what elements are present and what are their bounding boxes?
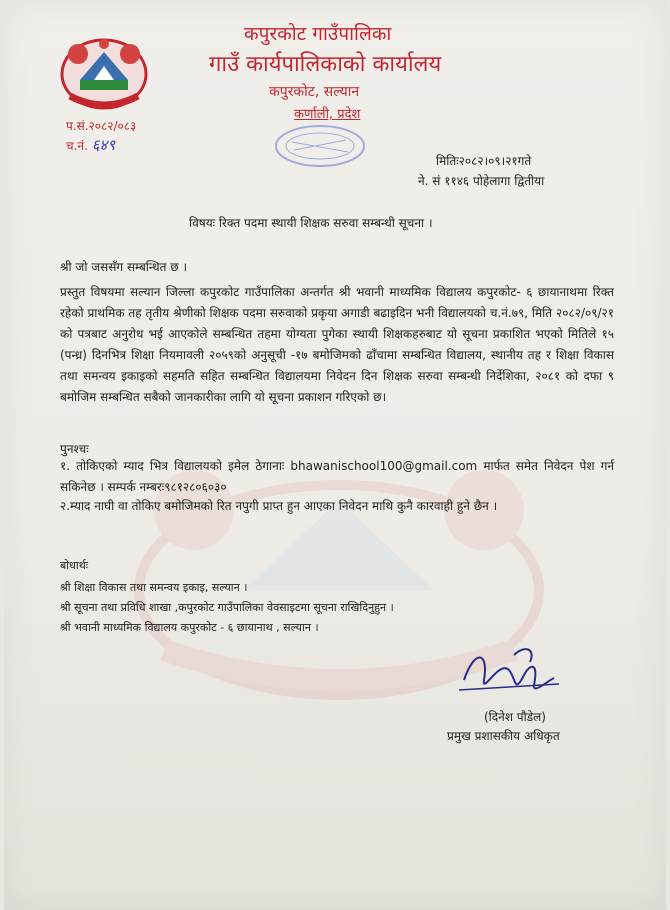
dispatch-number-value: ६४९: [91, 136, 116, 154]
dispatch-number: [66, 135, 115, 155]
cc-item: श्री शिक्षा विकास तथा समन्वय इकाइ, सल्यान ।: [60, 581, 248, 594]
cc-label: बोधार्थः: [60, 559, 88, 572]
office-name: गाउँ कार्यपालिकाको कार्यालय: [209, 52, 442, 77]
nepal-emblem-icon: [58, 32, 150, 112]
notice-body: प्रस्तुत विषयमा सल्यान जिल्ला कपुरकोट गाउँपालिका अन्तर्गत श्री भवानी माध्यमिक विद्यालय कपुरकोट- ६ छायानाथमा रिक्त रहेको प्राथमिक तह तृतीय श्रेणीको शिक्षक पदमा सरुवाको प्रकृया अगाडी बढाइदिन भनी विद्यालयको च.नं.७९, मिति २०८२/०९/२१ को पत्रबाट अनुरोध भई आएकोले सम्बन्धित तहमा योग्यता पुगेका स्थायी शिक्षकहरुबाट यो सूचना प्रकाशित भएको मितिले १५ (पन्ध्र) दिनभित्र शिक्षा नियमावली २०५९को अनुसूची -१७ बमोजिमको ढाँचामा सम्बन्धित विद्यालय, स्थानीय तह र शिक्षा विकास तथा समन्वय इकाइको सहमति सहित सम्बन्धित विद्यालयमा निवेदन दिन शिक्षक सरुवा सम्बन्धी निर्देशिका, २०८१ को दफा ९ बमोजिम सम्बन्धित सबैको जानकारीका लागि यो सूचना प्रकाशन गरिएको छ।: [60, 285, 614, 404]
municipality-name: कपुरकोट गाउँपालिका: [244, 23, 392, 45]
signatory-title: प्रमुख प्रशासकीय अधिकृत: [447, 729, 560, 743]
handwritten-signature: [454, 640, 564, 710]
letter-subject: विषयः रिक्त पदमा स्थायी शिक्षक सरुवा सम्बन्धी सूचना ।: [189, 216, 433, 230]
signatory-name: (दिनेश पौडेल): [484, 710, 546, 724]
cc-item: श्री सूचना तथा प्रविधि शाखा ,कपुरकोट गाउँपालिका वेवसाइटमा सूचना राखिदिनुहुन ।: [60, 601, 394, 614]
date-nepal-sambat: ने. सं ११४६ पोहेलागा द्वितीया: [418, 174, 545, 188]
office-address: कपुरकोट, सल्यान: [269, 84, 360, 100]
province-name: कर्णाली, प्रदेश: [294, 107, 361, 122]
letter-reference-number: प.सं.२०८२/०८३: [66, 119, 137, 133]
postscript-item-1: १. तोकिएको म्याद भित्र विद्यालयको इमेल ठेगानाः bhawanischool100@gmail.com मार्फत समेत निवेदन पेश गर्न सकिनेछ । सम्पर्क नम्बरः९८१२८०६०३०: [60, 459, 614, 494]
salutation: श्री जो जससँग सम्बन्धित छ ।: [60, 260, 188, 274]
postscript-label: पुनश्चः: [60, 442, 89, 456]
dispatch-number-label: च.नं.: [66, 139, 88, 153]
letter-page: [4, 0, 666, 910]
office-seal-stamp: [272, 122, 368, 170]
cc-item: श्री भवानी माध्यमिक विद्यालय कपुरकोट - ६ छायानाथ , सल्यान ।: [60, 621, 319, 634]
postscript-item-2: २.म्याद नाघी वा तोकिए बमोजिमको रित नपुगी प्राप्त हुन आएका निवेदन माथि कुनै कारवाही हुने छैन ।: [60, 499, 498, 513]
date-bs: मितिः२०८२।०९।२१गते: [436, 154, 532, 168]
